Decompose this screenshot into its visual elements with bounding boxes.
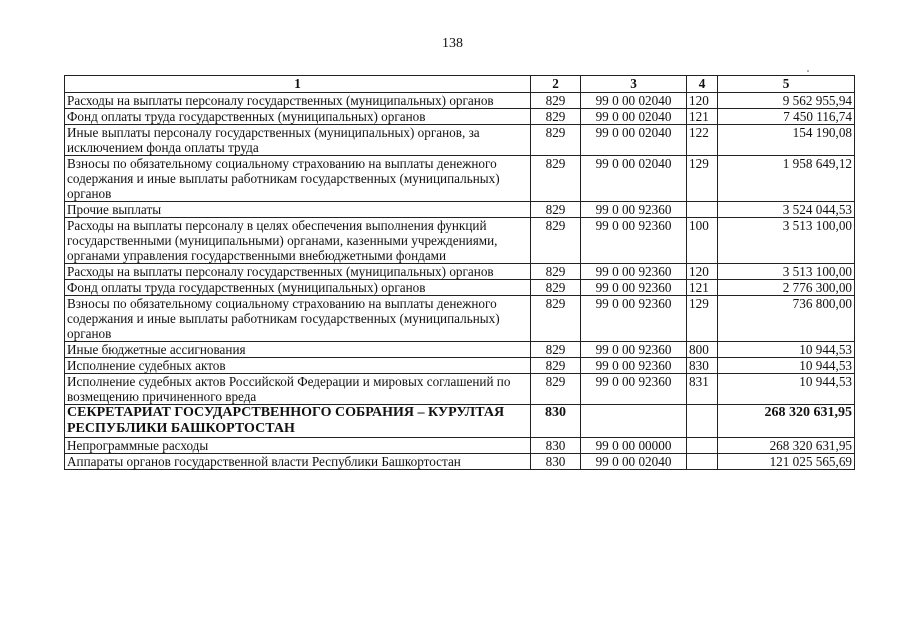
row-name: Иные бюджетные ассигнования [65, 342, 531, 358]
row-ministry-code: 829 [531, 280, 581, 296]
row-expense-type: 121 [687, 109, 718, 125]
table-row [65, 156, 855, 202]
table-row [65, 264, 855, 280]
row-amount: 10 944,53 [718, 342, 855, 358]
row-target-article: 99 0 00 00000 [581, 438, 687, 454]
row-target-article: 99 0 00 92360 [581, 264, 687, 280]
row-amount: 736 800,00 [718, 296, 855, 342]
table-row [65, 358, 855, 374]
row-target-article: 99 0 00 92360 [581, 218, 687, 264]
header-col-3: 3 [581, 76, 687, 93]
row-expense-type: 129 [687, 156, 718, 202]
row-ministry-code: 829 [531, 125, 581, 156]
row-ministry-code: 829 [531, 296, 581, 342]
row-name: Взносы по обязательному социальному страхованию на выплаты денежного содержания и иные выплаты работникам государственных (муниципальных) органов [65, 156, 531, 202]
row-amount: 154 190,08 [718, 125, 855, 156]
row-name: СЕКРЕТАРИАТ ГОСУДАРСТВЕННОГО СОБРАНИЯ – КУРУЛТАЯ РЕСПУБЛИКИ БАШКОРТОСТАН [65, 405, 531, 438]
row-name: Прочие выплаты [65, 202, 531, 218]
table-row [65, 202, 855, 218]
table-row [65, 296, 855, 342]
row-target-article: 99 0 00 02040 [581, 156, 687, 202]
row-name: Взносы по обязательному социальному страхованию на выплаты денежного содержания и иные выплаты работникам государственных (муниципальных) органов [65, 296, 531, 342]
row-amount: 121 025 565,69 [718, 454, 855, 470]
row-amount: 10 944,53 [718, 358, 855, 374]
row-target-article: 99 0 00 92360 [581, 358, 687, 374]
row-expense-type: 800 [687, 342, 718, 358]
row-target-article: 99 0 00 02040 [581, 454, 687, 470]
table-row [65, 109, 855, 125]
header-col-2: 2 [531, 76, 581, 93]
table-row [65, 218, 855, 264]
row-ministry-code: 829 [531, 109, 581, 125]
page-number: 138 [442, 36, 463, 51]
table-row [65, 454, 855, 470]
row-target-article: 99 0 00 92360 [581, 342, 687, 358]
table-row [65, 125, 855, 156]
row-target-article: 99 0 00 92360 [581, 296, 687, 342]
row-amount: 3 513 100,00 [718, 264, 855, 280]
row-expense-type: 831 [687, 374, 718, 405]
table-body [65, 93, 855, 470]
table-row [65, 280, 855, 296]
row-ministry-code: 829 [531, 202, 581, 218]
row-expense-type [687, 454, 718, 470]
row-ministry-code: 829 [531, 342, 581, 358]
row-expense-type: 120 [687, 93, 718, 109]
row-name: Исполнение судебных актов Российской Федерации и мировых соглашений по возмещению причиненного вреда [65, 374, 531, 405]
row-expense-type: 121 [687, 280, 718, 296]
row-amount: 7 450 116,74 [718, 109, 855, 125]
row-amount: 1 958 649,12 [718, 156, 855, 202]
budget-table [64, 75, 855, 470]
row-target-article: 99 0 00 92360 [581, 280, 687, 296]
header-col-5: 5 [718, 76, 855, 93]
row-amount: 10 944,53 [718, 374, 855, 405]
row-expense-type: 100 [687, 218, 718, 264]
row-ministry-code: 829 [531, 218, 581, 264]
row-name: Расходы на выплаты персоналу государственных (муниципальных) органов [65, 264, 531, 280]
row-expense-type [687, 438, 718, 454]
row-amount: 268 320 631,95 [718, 405, 855, 438]
row-ministry-code: 829 [531, 358, 581, 374]
row-target-article: 99 0 00 02040 [581, 93, 687, 109]
header-row [65, 76, 855, 93]
row-name: Иные выплаты персоналу государственных (муниципальных) органов, за исключением фонда оплаты труда [65, 125, 531, 156]
row-amount: 9 562 955,94 [718, 93, 855, 109]
scan-speck [807, 70, 809, 72]
row-target-article: 99 0 00 92360 [581, 374, 687, 405]
row-target-article: 99 0 00 02040 [581, 125, 687, 156]
row-name: Расходы на выплаты персоналу в целях обеспечения выполнения функций государственными (муниципальными) органами, казенными учреждениями, органами управления государственными внебюджетными фондами [65, 218, 531, 264]
row-name: Непрограммные расходы [65, 438, 531, 454]
row-expense-type [687, 405, 718, 438]
table-row [65, 438, 855, 454]
row-ministry-code: 829 [531, 156, 581, 202]
row-expense-type: 120 [687, 264, 718, 280]
row-amount: 3 524 044,53 [718, 202, 855, 218]
table-header [65, 76, 855, 93]
row-ministry-code: 830 [531, 438, 581, 454]
row-name: Аппараты органов государственной власти Республики Башкортостан [65, 454, 531, 470]
row-name: Расходы на выплаты персоналу государственных (муниципальных) органов [65, 93, 531, 109]
header-col-4: 4 [687, 76, 718, 93]
row-ministry-code: 830 [531, 454, 581, 470]
row-name: Исполнение судебных актов [65, 358, 531, 374]
row-ministry-code: 829 [531, 374, 581, 405]
row-amount: 3 513 100,00 [718, 218, 855, 264]
table-row [65, 342, 855, 358]
row-amount: 2 776 300,00 [718, 280, 855, 296]
row-ministry-code: 829 [531, 264, 581, 280]
row-target-article [581, 405, 687, 438]
table-row [65, 405, 855, 438]
row-target-article: 99 0 00 02040 [581, 109, 687, 125]
table-row [65, 93, 855, 109]
row-ministry-code: 829 [531, 93, 581, 109]
row-expense-type: 129 [687, 296, 718, 342]
table-row [65, 374, 855, 405]
row-expense-type [687, 202, 718, 218]
row-ministry-code: 830 [531, 405, 581, 438]
header-col-1: 1 [65, 76, 531, 93]
row-name: Фонд оплаты труда государственных (муниципальных) органов [65, 280, 531, 296]
row-expense-type: 830 [687, 358, 718, 374]
row-name: Фонд оплаты труда государственных (муниципальных) органов [65, 109, 531, 125]
row-amount: 268 320 631,95 [718, 438, 855, 454]
row-expense-type: 122 [687, 125, 718, 156]
row-target-article: 99 0 00 92360 [581, 202, 687, 218]
